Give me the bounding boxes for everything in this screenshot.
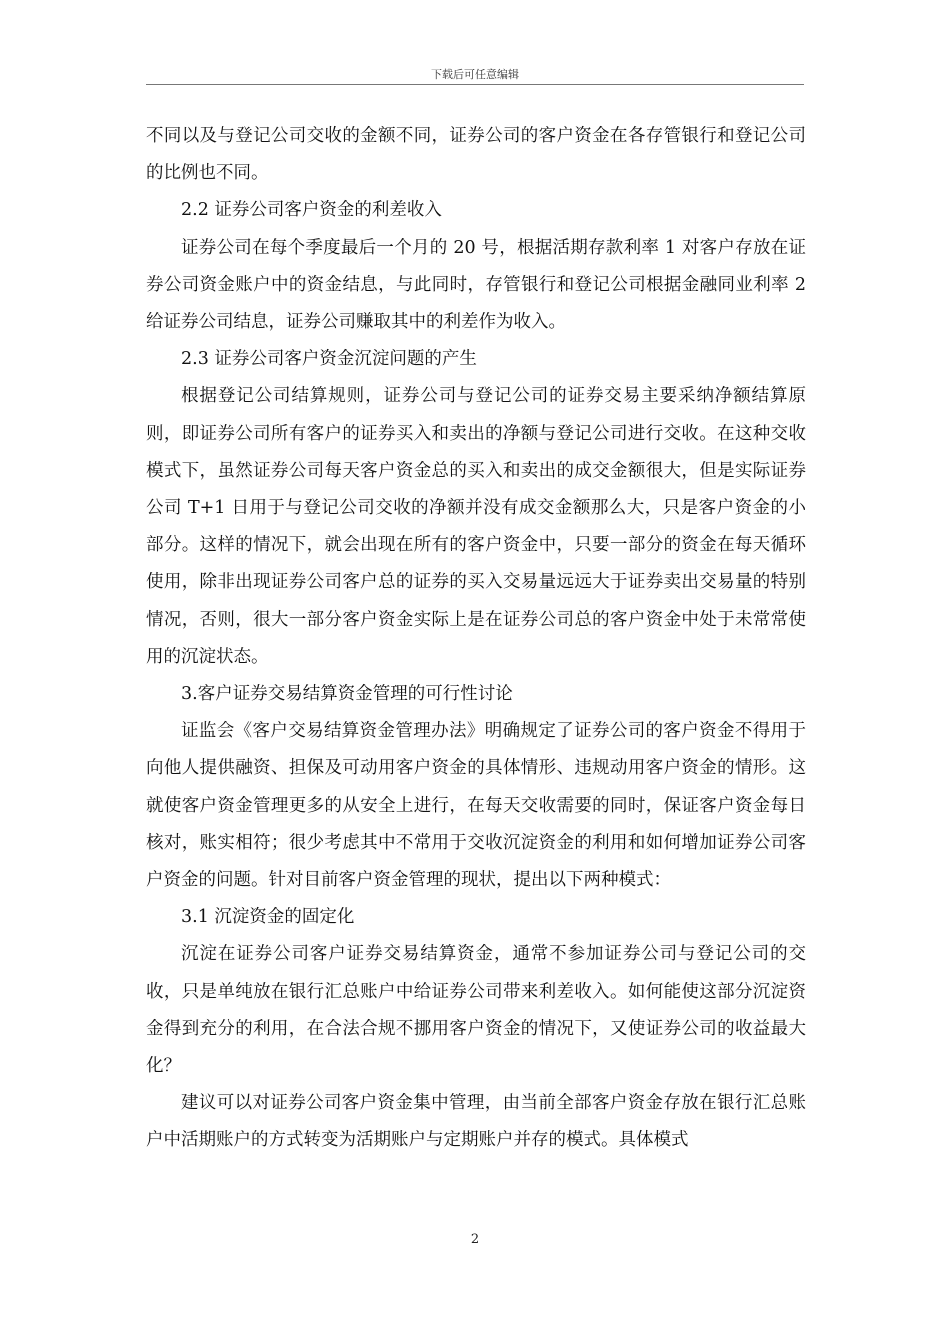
section-heading-3-1: 3.1 沉淀资金的固定化: [181, 907, 355, 928]
paragraph-settlement-rules: 根据登记公司结算规则，证券公司与登记公司的证券交易主要采纳净额结算原则，即证券公司所有客户的证券买入和卖出的净额与登记公司进行交收。在这种交收模式下，虽然证券公司每天客户资金总的买入和卖出的成交金额很大，但是实际证券公司 T+1 日用于与登记公司交收的净额并没有成交金额那么大，只是客户资金的小部分。这样的情况下，就会出现在所有的客户资金中，只要一部分的资金在每天循环使用，除非出现证券公司客户总的证券的买入交易量远远大于证券卖出交易量的特别情况，否则，很大一部分客户资金实际上是在证券公司总的客户资金中处于未常常使用的沉淀状态。: [146, 386, 806, 667]
header-divider: [146, 84, 804, 85]
paragraph-idle-funds: 沉淀在证券公司客户证券交易结算资金，通常不参加证券公司与登记公司的交收，只是单纯放在银行汇总账户中给证券公司带来利差收入。如何能使这部分沉淀资金得到充分的利用，在合法合规不挪用客户资金的情况下，又使证券公司的收益最大化？: [146, 944, 806, 1077]
paragraph-suggestion: 建议可以对证券公司客户资金集中管理，由当前全部客户资金存放在银行汇总账户中活期账户的方式转变为活期账户与定期账户并存的模式。具体模式: [146, 1093, 806, 1151]
paragraph-regulation: 证监会《客户交易结算资金管理办法》明确规定了证券公司的客户资金不得用于向他人提供融资、担保及可动用客户资金的具体情形、违规动用客户资金的情形。这就使客户资金管理更多的从安全上进行，在每天交收需要的同时，保证客户资金每日核对，账实相符；很少考虑其中不常用于交收沉淀资金的利用和如何增加证券公司客户资金的问题。针对目前客户资金管理的现状，提出以下两种模式：: [146, 721, 806, 891]
page-number: 2: [470, 1232, 480, 1247]
section-heading-3: 3.客户证券交易结算资金管理的可行性讨论: [181, 684, 513, 705]
page-header: 下载后可任意编辑: [431, 68, 519, 81]
section-heading-2-2: 2.2 证券公司客户资金的利差收入: [181, 200, 442, 221]
paragraph-interest-income: 证券公司在每个季度最后一个月的 20 号，根据活期存款利率 1 对客户存放在证券公司资金账户中的资金结息，与此同时，存管银行和登记公司根据金融同业利率 2 给证券公司结息，证券公司赚取其中的利差作为收入。: [146, 237, 806, 333]
document-body: [146, 118, 806, 1160]
section-heading-2-3: 2.3 证券公司客户资金沉淀问题的产生: [181, 349, 477, 370]
paragraph-continuation: 不同以及与登记公司交收的金额不同，证券公司的客户资金在各存管银行和登记公司的比例也不同。: [146, 126, 806, 184]
